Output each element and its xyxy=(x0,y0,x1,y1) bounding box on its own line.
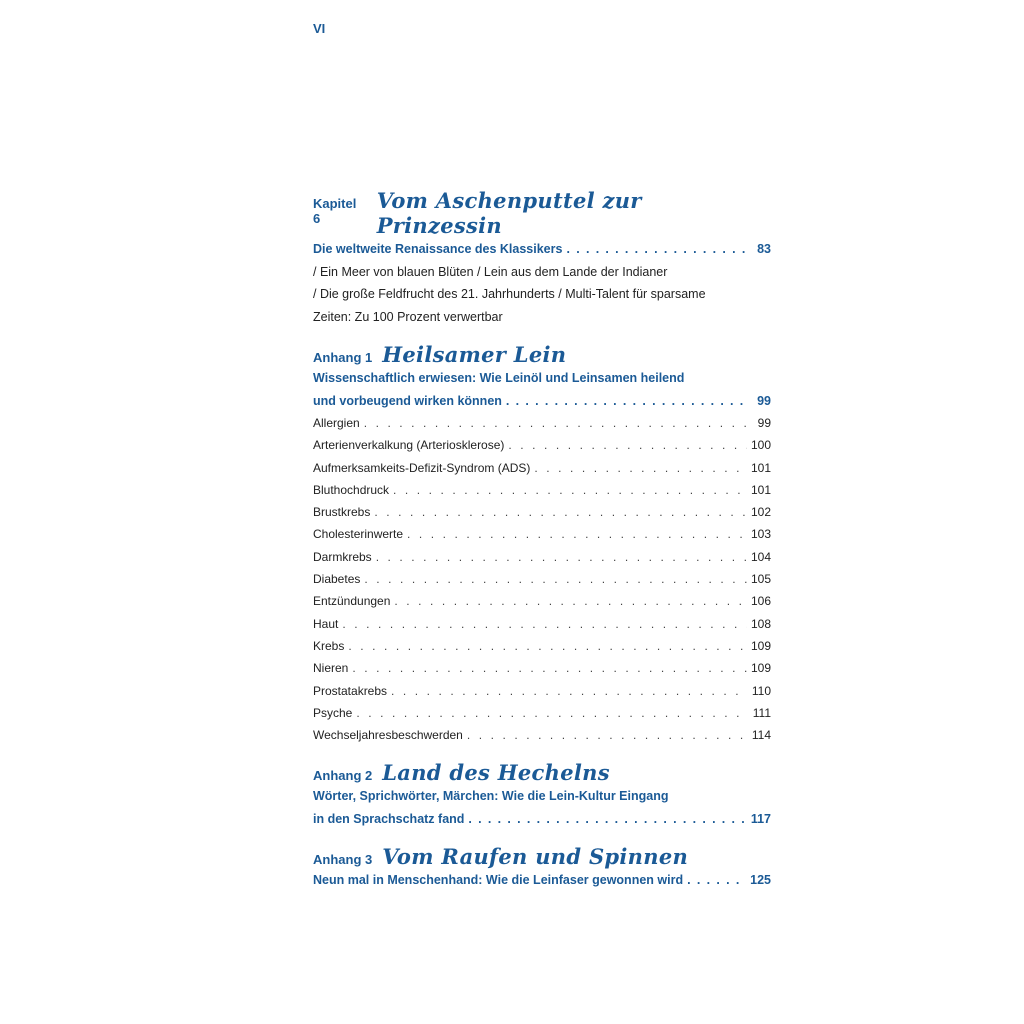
toc-page-number: 103 xyxy=(750,527,771,542)
dot-leader xyxy=(468,808,746,831)
toc-entry-text: Diabetes xyxy=(313,572,361,587)
dot-leader xyxy=(393,479,747,501)
toc-page-number: 109 xyxy=(750,661,771,676)
toc-entry-text: Psyche xyxy=(313,705,353,720)
toc-entry-text: Allergien xyxy=(313,416,360,430)
toc-entry[interactable] xyxy=(313,568,771,590)
section-title: Vom Raufen und Spinnen xyxy=(382,844,689,870)
toc-page-number: 105 xyxy=(750,572,771,587)
dot-leader xyxy=(687,869,746,892)
toc-entry[interactable] xyxy=(313,613,771,635)
toc-entry[interactable] xyxy=(313,590,771,612)
toc-page-number: 83 xyxy=(757,242,771,256)
toc-page-number: 99 xyxy=(757,416,771,430)
toc-entry-text: Darmkrebs xyxy=(313,549,372,564)
section-label: Anhang 3 xyxy=(313,852,373,868)
section-gap xyxy=(313,830,771,844)
toc-entry-text: Wechseljahresbeschwerden xyxy=(313,728,463,743)
toc-entry[interactable] xyxy=(313,657,771,679)
toc-page-number: 117 xyxy=(750,811,771,826)
page-folio: VI xyxy=(313,21,326,36)
toc-main-entry[interactable] xyxy=(313,238,771,261)
section-kapitel-6 xyxy=(313,188,771,328)
section-title: Land des Hechelns xyxy=(382,760,610,786)
dot-leader xyxy=(364,568,747,590)
toc-entry-text: Haut xyxy=(313,616,339,631)
toc-main-entry-text: in den Sprachschatz fand xyxy=(313,811,465,826)
section-heading xyxy=(313,844,771,869)
dot-leader xyxy=(467,724,747,746)
toc-page-number: 125 xyxy=(750,873,771,888)
section-title: Heilsamer Lein xyxy=(382,342,567,367)
chapter-summary-line: / Ein Meer von blauen Blüten / Lein aus dem Lande der Indianer xyxy=(313,264,668,279)
section-label: Anhang 1 xyxy=(313,350,373,365)
toc-page-number: 99 xyxy=(757,393,771,408)
dot-leader xyxy=(566,238,747,261)
toc-entry[interactable] xyxy=(313,702,771,724)
toc-main-entry-text: und vorbeugend wirken können xyxy=(313,393,502,408)
dot-leader xyxy=(407,523,747,545)
chapter-summary-line: / Die große Feldfrucht des 21. Jahrhunderts / Multi-Talent für sparsame xyxy=(313,287,706,301)
dot-leader xyxy=(376,546,747,568)
section-label: Anhang 2 xyxy=(313,768,373,784)
toc-page-number: 114 xyxy=(751,728,771,743)
toc-page-number: 108 xyxy=(750,616,771,631)
toc-page-number: 101 xyxy=(750,460,771,475)
toc-entry[interactable] xyxy=(313,680,771,702)
dot-leader xyxy=(391,680,747,702)
toc-entry[interactable] xyxy=(313,501,771,523)
dot-leader xyxy=(374,501,747,523)
toc-page-number: 106 xyxy=(750,594,771,609)
section-heading xyxy=(313,342,771,367)
toc-page-number: 110 xyxy=(751,683,771,698)
dot-leader xyxy=(394,590,747,612)
dot-leader xyxy=(352,657,747,679)
toc-main-entry[interactable] xyxy=(313,808,771,831)
toc-main-entry-text: Die weltweite Renaissance des Klassikers xyxy=(313,242,563,256)
toc-page-number: 104 xyxy=(750,549,771,564)
toc-entry-text: Bluthochdruck xyxy=(313,482,390,497)
chapter-summary-line: Zeiten: Zu 100 Prozent verwertbar xyxy=(313,309,503,324)
dot-leader xyxy=(506,390,747,413)
toc-entry[interactable] xyxy=(313,546,771,568)
section-heading xyxy=(313,760,771,785)
toc-entry[interactable] xyxy=(313,434,771,456)
section-gap xyxy=(313,328,771,342)
section-label: Kapitel 6 xyxy=(313,196,357,226)
toc-page-number: 109 xyxy=(750,638,771,653)
dot-leader xyxy=(508,434,747,456)
toc-entry-text: Cholesterinwerte xyxy=(313,527,404,542)
toc-entry[interactable] xyxy=(313,412,771,434)
dot-leader xyxy=(534,457,747,479)
dot-leader xyxy=(364,412,747,434)
toc-entry-text: Brustkrebs xyxy=(313,505,371,520)
toc-page-number: 102 xyxy=(750,505,771,520)
toc-entry[interactable] xyxy=(313,523,771,545)
toc-main-entry-text: Neun mal in Menschenhand: Wie die Leinfaser gewonnen wird xyxy=(313,873,684,888)
toc-main-entry-line1[interactable]: Wörter, Sprichwörter, Märchen: Wie die Lein-Kultur Eingang xyxy=(313,789,669,804)
toc-entry-text: Aufmerksamkeits-Defizit-Syndrom (ADS) xyxy=(313,460,531,475)
toc-entry[interactable] xyxy=(313,457,771,479)
toc-entry[interactable] xyxy=(313,635,771,657)
toc-entry[interactable] xyxy=(313,724,771,746)
toc-main-entry-line1[interactable]: Wissenschaftlich erwiesen: Wie Leinöl und Leinsamen heilend xyxy=(313,371,685,385)
section-gap xyxy=(313,746,771,760)
toc-main-entry[interactable] xyxy=(313,869,771,892)
section-anhang-3 xyxy=(313,844,771,892)
toc-page-number: 111 xyxy=(752,705,771,720)
toc-entry-text: Nieren xyxy=(313,661,349,676)
toc-entry-text: Krebs xyxy=(313,638,345,653)
section-anhang-2 xyxy=(313,760,771,830)
toc-page-number: 100 xyxy=(750,438,771,453)
table-of-contents xyxy=(313,188,771,892)
toc-entry-text: Entzündungen xyxy=(313,594,391,609)
dot-leader xyxy=(348,635,747,657)
toc-page-number: 101 xyxy=(750,482,771,497)
toc-main-entry[interactable] xyxy=(313,390,771,413)
section-title: Vom Aschenputtel zur Prinzessin xyxy=(376,188,642,238)
toc-entry-text: Arterienverkalkung (Arteriosklerose) xyxy=(313,438,505,453)
section-anhang-1 xyxy=(313,342,771,746)
toc-entry-list xyxy=(313,412,771,746)
toc-entry-text: Prostatakrebs xyxy=(313,683,388,698)
dot-leader xyxy=(356,702,747,724)
dot-leader xyxy=(342,613,747,635)
section-heading xyxy=(313,188,771,238)
toc-entry[interactable] xyxy=(313,479,771,501)
